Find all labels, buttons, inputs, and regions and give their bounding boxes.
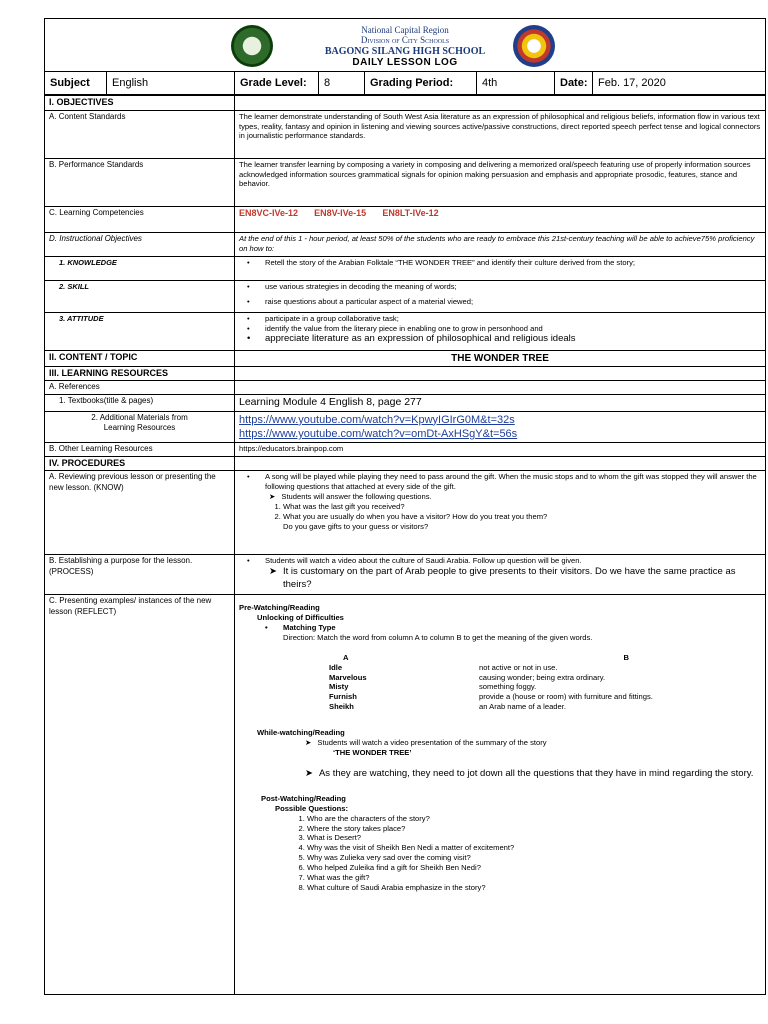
matching-table: [239, 653, 761, 712]
procedure-b-cell: [235, 555, 766, 595]
date-value: Feb. 17, 2020: [593, 72, 766, 95]
content-heading: II. CONTENT / TOPIC: [45, 350, 235, 366]
resources-heading: III. LEARNING RESOURCES: [45, 366, 235, 381]
match-meaning: an Arab name of a leader.: [479, 702, 566, 712]
procedure-a-label: A. Reviewing previous lesson or presenting the new lesson. (KNOW): [45, 471, 235, 555]
procedure-c-cell: [235, 595, 766, 995]
date-label: Date:: [555, 72, 593, 95]
procedure-a-arrow: ➤ Students will answer the following questions.: [239, 492, 761, 502]
competencies-list: [235, 206, 766, 232]
match-meaning: something foggy.: [479, 682, 537, 692]
competency-code: EN8V-IVe-15: [314, 207, 367, 218]
additional-materials-label: [45, 411, 235, 443]
knowledge-cell: [235, 256, 766, 280]
post-question: 5. Why was Zulieka very sad over the coming visit?: [307, 853, 761, 863]
meta-table: [44, 71, 766, 95]
match-word: Marvelous: [329, 672, 367, 682]
additional-label-line: Learning Resources: [103, 423, 176, 433]
procedure-a-cell: [235, 471, 766, 555]
attitude-item: • appreciate literature as an expression of philosophical and religious ideals: [265, 333, 761, 345]
procedure-c-label: C. Presenting examples/ instances of the new lesson (REFLECT): [45, 595, 235, 995]
post-question: 4. Why was the visit of Sheikh Ben Nedi a matter of excitement?: [307, 843, 761, 853]
other-resources-value: https://educators.brainpop.com: [235, 443, 766, 456]
post-question: 8. What culture of Saudi Arabia emphasize in the story?: [307, 883, 761, 893]
doc-title: DAILY LESSON LOG: [352, 57, 458, 68]
procedure-a-extra: Do you gave gifts to your guess or visitors?: [283, 521, 429, 531]
skill-item: • use various strategies in decoding the meaning of words;: [265, 282, 761, 292]
competency-code: EN8LT-IVe-12: [382, 207, 439, 218]
school-name: BAGONG SILANG HIGH SCHOOL: [324, 46, 486, 57]
other-resources-label: B. Other Learning Resources: [45, 443, 235, 456]
post-question: 2. Where the story takes place?: [307, 824, 761, 834]
content-standards-text: The learner demonstrate understanding of South West Asia literature as an expression of philosophical and religious beliefs, information flow in various text types, reality, fantasy and opinion in listening and viewing sources active/passive constructions, direct reported speech perfect tense and logical connectors in journalistic performance standards.: [235, 110, 766, 158]
post-question: 6. Who helped Zuleika find a gift for Sheikh Ben Nedi?: [307, 863, 761, 873]
division-text: Division of City Schools: [360, 35, 450, 45]
procedure-a-question: 2. What you are usually do when you have a visitor? How do you treat you them?: [283, 512, 761, 522]
performance-standards-text: The learner transfer learning by composing a variety in composing and delivering a memorized oral/speech featuring use of properly information sources acknowledged information sources grammatical signals for opinion making persuasion and emphasis and appropriate prosodic, features, stance and behavior.: [235, 158, 766, 206]
attitude-item: • participate in a group collaborative task;: [265, 314, 761, 324]
column-b-header: B: [623, 652, 629, 662]
column-a-header: A: [343, 652, 349, 662]
while-watching-arrow: ➤ Students will watch a video presentation of the summary of the story: [239, 738, 761, 748]
document-header: [44, 18, 766, 71]
lesson-table: [44, 95, 766, 995]
match-word: Sheikh: [329, 702, 354, 712]
procedure-a-question: 1. What was the last gift you received?: [283, 502, 761, 512]
youtube-link[interactable]: https://www.youtube.com/watch?v=KpwyIGIrG0M&t=32s: [239, 413, 515, 426]
possible-questions-heading: Possible Questions:: [275, 803, 349, 813]
match-word: Idle: [329, 662, 343, 672]
textbooks-value: Learning Module 4 English 8, page 277: [235, 394, 766, 411]
procedures-heading: IV. PROCEDURES: [45, 456, 235, 471]
competencies-label: C. Learning Competencies: [45, 206, 235, 232]
while-watching-title: ‘THE WONDER TREE’: [333, 747, 412, 757]
post-question: 3. What is Desert?: [307, 833, 761, 843]
procedure-b-arrow: ➤ It is customary on the part of Arab people to give presents to their visitors. Do we have the same practice as theirs?: [239, 566, 761, 591]
subject-value: English: [107, 72, 235, 95]
grade-value: 8: [319, 72, 365, 95]
while-watching-note: ➤ As they are watching, they need to jot down all the questions that they have in mind regarding the story.: [239, 768, 761, 780]
skill-label: 2. SKILL: [45, 280, 235, 312]
procedure-b-label: B. Establishing a purpose for the lesson. (PROCESS): [45, 555, 235, 595]
while-watching-heading: While-watching/Reading: [257, 728, 345, 738]
knowledge-label: 1. KNOWLEDGE: [45, 256, 235, 280]
competency-code: EN8VC-IVe-12: [239, 207, 299, 218]
procedure-a-bullet: • A song will be played while playing they need to pass around the gift. When the music stops and to whom the gift was stopped they will answer the following questions that attached at every side of the gift.: [265, 472, 761, 492]
references-label: A. References: [45, 381, 235, 394]
additional-label-line: 2. Additional Materials from: [91, 412, 188, 422]
subject-label: Subject: [45, 72, 107, 95]
matching-direction: Direction: Match the word from column A to column B to get the meaning of the given words.: [283, 633, 593, 643]
instructional-label: D. Instructional Objectives: [45, 232, 235, 256]
post-watching-heading: Post-Watching/Reading: [261, 793, 346, 803]
procedure-b-bullet: • Students will watch a video about the culture of Saudi Arabia. Follow up question will be given.: [265, 556, 761, 566]
grading-value: 4th: [477, 72, 555, 95]
lesson-log-page: [44, 18, 766, 995]
match-word: Misty: [329, 682, 349, 692]
pre-watching-heading: Pre-Watching/Reading: [239, 603, 320, 613]
match-meaning: causing wonder; being extra ordinary.: [479, 672, 606, 682]
matching-type: • Matching Type: [283, 623, 761, 633]
content-standards-label: A. Content Standards: [45, 110, 235, 158]
skill-cell: [235, 280, 766, 312]
region-text: National Capital Region: [361, 25, 449, 35]
topic-title: THE WONDER TREE: [235, 350, 766, 366]
textbooks-label: 1. Textbooks(title & pages): [45, 394, 235, 411]
knowledge-item: • Retell the story of the Arabian Folktale “THE WONDER TREE” and identify their culture derived from the story;: [265, 258, 761, 268]
grade-label: Grade Level:: [235, 72, 319, 95]
youtube-link[interactable]: https://www.youtube.com/watch?v=omDt-AxHSgY&t=56s: [239, 428, 518, 441]
attitude-cell: [235, 312, 766, 350]
attitude-label: 3. ATTITUDE: [45, 312, 235, 350]
match-word: Furnish: [329, 692, 357, 702]
grading-label: Grading Period:: [365, 72, 477, 95]
links-cell: [235, 411, 766, 443]
instructional-text: At the end of this 1 - hour period, at least 50% of the students who are ready to embrace this 21st-century teaching will be able to achieve75% proficiency on how to:: [235, 232, 766, 256]
post-question: 1. Who are the characters of the story?: [307, 814, 761, 824]
unlocking-heading: Unlocking of Difficulties: [257, 613, 344, 623]
match-meaning: not active or not in use.: [479, 662, 558, 672]
performance-standards-label: B. Performance Standards: [45, 158, 235, 206]
skill-item: • raise questions about a particular aspect of a material viewed;: [265, 297, 761, 307]
match-meaning: provide a (house or room) with furniture and fittings.: [479, 692, 653, 702]
post-question: 7. What was the gift?: [307, 873, 761, 883]
attitude-item: • identify the value from the literary piece in enabling one to grow in personhood and: [265, 324, 761, 334]
objectives-heading: I. OBJECTIVES: [45, 96, 235, 111]
